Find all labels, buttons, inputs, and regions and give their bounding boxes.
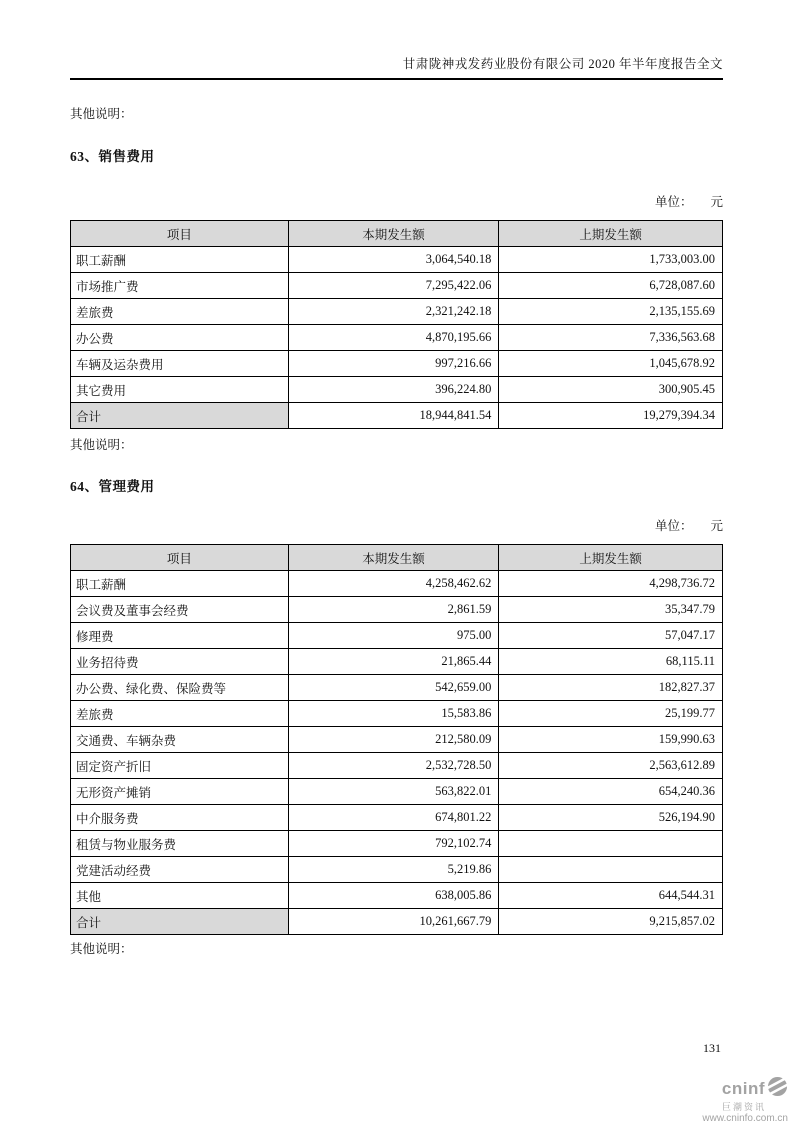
amount-cell: 212,580.09 xyxy=(288,727,499,753)
section-heading-64: 64、管理费用 xyxy=(70,479,155,494)
cninfo-url: www.cninfo.com.cn xyxy=(702,1113,788,1122)
amount-cell xyxy=(499,831,723,857)
item-cell: 市场推广费 xyxy=(71,273,289,299)
item-cell: 业务招待费 xyxy=(71,649,289,675)
item-cell: 固定资产折旧 xyxy=(71,753,289,779)
page-number: 131 xyxy=(703,1041,721,1055)
amount-cell: 25,199.77 xyxy=(499,701,723,727)
cninfo-brand-text: cninf xyxy=(721,1078,765,1098)
amount-cell xyxy=(499,857,723,883)
amount-cell: 1,045,678.92 xyxy=(499,351,723,377)
table-row xyxy=(71,675,723,701)
table-row xyxy=(71,623,723,649)
amount-cell: 21,865.44 xyxy=(288,649,499,675)
table-row xyxy=(71,831,723,857)
table-header-row xyxy=(71,545,723,571)
amount-cell: 2,321,242.18 xyxy=(288,299,499,325)
amount-cell: 68,115.11 xyxy=(499,649,723,675)
item-cell: 车辆及运杂费用 xyxy=(71,351,289,377)
amount-cell: 997,216.66 xyxy=(288,351,499,377)
column-header-item: 项目 xyxy=(71,221,289,247)
total-current-amount-cell: 10,261,667.79 xyxy=(288,909,499,935)
amount-cell: 4,298,736.72 xyxy=(499,571,723,597)
table-row xyxy=(71,779,723,805)
item-cell: 交通费、车辆杂费 xyxy=(71,727,289,753)
amount-cell: 2,861.59 xyxy=(288,597,499,623)
table-row xyxy=(71,805,723,831)
item-cell: 职工薪酬 xyxy=(71,571,289,597)
unit-line-64 xyxy=(70,516,723,534)
total-label-cell: 合计 xyxy=(71,909,289,935)
unit-label: 单位： xyxy=(654,519,693,533)
amount-cell: 2,135,155.69 xyxy=(499,299,723,325)
table-row xyxy=(71,273,723,299)
amount-cell: 2,532,728.50 xyxy=(288,753,499,779)
amount-cell: 300,905.45 xyxy=(499,377,723,403)
item-cell: 租赁与物业服务费 xyxy=(71,831,289,857)
total-current-amount-cell: 18,944,841.54 xyxy=(288,403,499,429)
item-cell: 修理费 xyxy=(71,623,289,649)
column-header-current-period: 本期发生额 xyxy=(288,221,499,247)
sales-expenses-body xyxy=(71,247,723,403)
column-header-previous-period: 上期发生额 xyxy=(499,221,723,247)
amount-cell: 674,801.22 xyxy=(288,805,499,831)
amount-cell: 7,295,422.06 xyxy=(288,273,499,299)
amount-cell: 792,102.74 xyxy=(288,831,499,857)
other-note-64: 其他说明： xyxy=(70,942,133,956)
total-previous-amount-cell: 19,279,394.34 xyxy=(499,403,723,429)
item-cell: 其它费用 xyxy=(71,377,289,403)
table-row xyxy=(71,351,723,377)
table-row xyxy=(71,325,723,351)
amount-cell: 57,047.17 xyxy=(499,623,723,649)
table-row xyxy=(71,727,723,753)
amount-cell: 654,240.36 xyxy=(499,779,723,805)
cninfo-chinese-name: 巨潮资讯 xyxy=(721,1101,766,1112)
amount-cell: 182,827.37 xyxy=(499,675,723,701)
document-title: 甘肃陇神戎发药业股份有限公司 2020 年半年度报告全文 xyxy=(402,57,723,71)
cninfo-logo xyxy=(668,1076,788,1122)
item-cell: 党建活动经费 xyxy=(71,857,289,883)
amount-cell: 975.00 xyxy=(288,623,499,649)
amount-cell: 526,194.90 xyxy=(499,805,723,831)
total-previous-amount-cell: 9,215,857.02 xyxy=(499,909,723,935)
table-row xyxy=(71,857,723,883)
item-cell: 差旅费 xyxy=(71,701,289,727)
table-header-row xyxy=(71,221,723,247)
other-note-63: 其他说明： xyxy=(70,438,133,452)
item-cell: 办公费、绿化费、保险费等 xyxy=(71,675,289,701)
item-cell: 差旅费 xyxy=(71,299,289,325)
unit-line-63 xyxy=(70,192,723,210)
amount-cell: 4,258,462.62 xyxy=(288,571,499,597)
document-header xyxy=(70,0,723,80)
amount-cell: 5,219.86 xyxy=(288,857,499,883)
amount-cell: 7,336,563.68 xyxy=(499,325,723,351)
item-cell: 会议费及董事会经费 xyxy=(71,597,289,623)
table-total-row xyxy=(71,909,723,935)
cninfo-swirl-icon xyxy=(767,1076,788,1102)
table-row xyxy=(71,299,723,325)
amount-cell: 563,822.01 xyxy=(288,779,499,805)
amount-cell: 15,583.86 xyxy=(288,701,499,727)
amount-cell: 159,990.63 xyxy=(499,727,723,753)
table-row xyxy=(71,753,723,779)
column-header-previous-period: 上期发生额 xyxy=(499,545,723,571)
admin-expenses-table xyxy=(70,544,723,935)
amount-cell: 35,347.79 xyxy=(499,597,723,623)
item-cell: 中介服务费 xyxy=(71,805,289,831)
amount-cell: 1,733,003.00 xyxy=(499,247,723,273)
sales-expenses-table xyxy=(70,220,723,429)
amount-cell: 396,224.80 xyxy=(288,377,499,403)
table-row xyxy=(71,247,723,273)
amount-cell: 6,728,087.60 xyxy=(499,273,723,299)
amount-cell: 542,659.00 xyxy=(288,675,499,701)
item-cell: 无形资产摊销 xyxy=(71,779,289,805)
unit-value: 元 xyxy=(710,519,723,533)
amount-cell: 3,064,540.18 xyxy=(288,247,499,273)
amount-cell: 638,005.86 xyxy=(288,883,499,909)
amount-cell: 4,870,195.66 xyxy=(288,325,499,351)
admin-expenses-body xyxy=(71,571,723,909)
item-cell: 职工薪酬 xyxy=(71,247,289,273)
table-row xyxy=(71,377,723,403)
amount-cell: 644,544.31 xyxy=(499,883,723,909)
column-header-current-period: 本期发生额 xyxy=(288,545,499,571)
unit-label: 单位： xyxy=(654,195,693,209)
table-total-row xyxy=(71,403,723,429)
unit-value: 元 xyxy=(710,195,723,209)
table-row xyxy=(71,883,723,909)
total-label-cell: 合计 xyxy=(71,403,289,429)
item-cell: 办公费 xyxy=(71,325,289,351)
amount-cell: 2,563,612.89 xyxy=(499,753,723,779)
table-row xyxy=(71,649,723,675)
table-row xyxy=(71,571,723,597)
table-row xyxy=(71,701,723,727)
table-row xyxy=(71,597,723,623)
column-header-item: 项目 xyxy=(71,545,289,571)
item-cell: 其他 xyxy=(71,883,289,909)
section-heading-63: 63、销售费用 xyxy=(70,149,155,164)
other-note-top: 其他说明： xyxy=(70,107,133,121)
